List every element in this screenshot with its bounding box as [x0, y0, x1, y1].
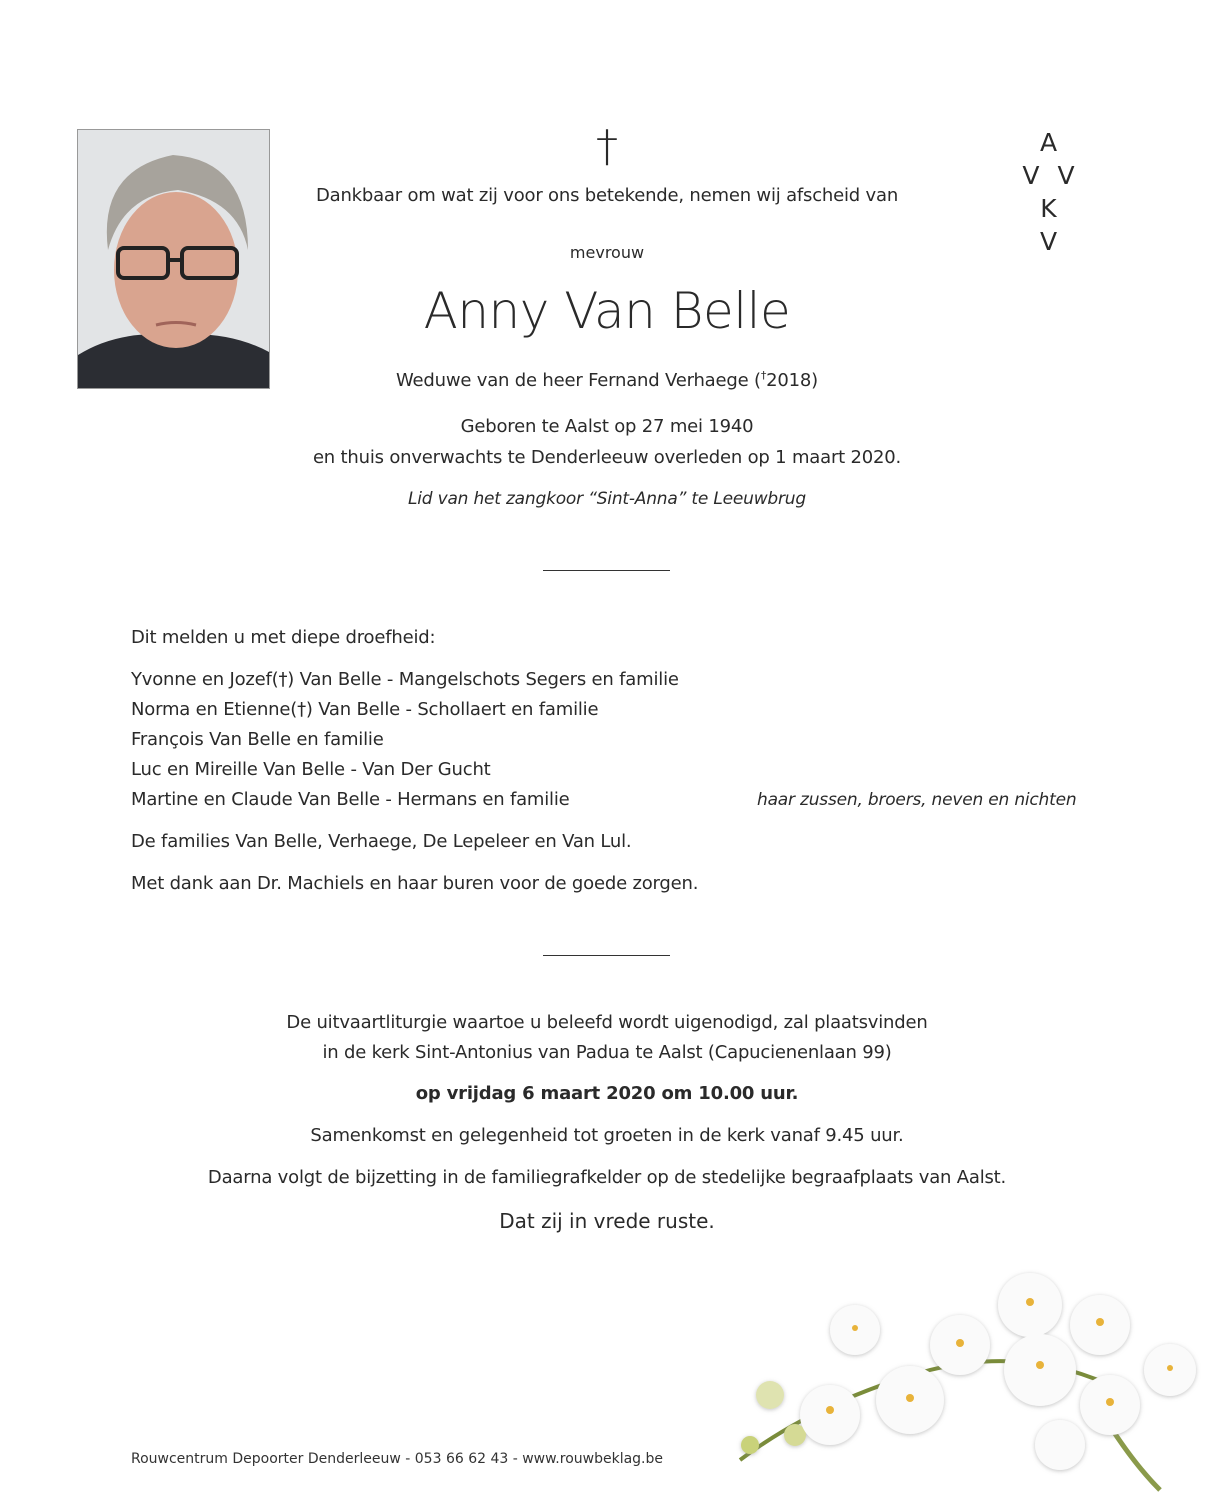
family-intro: Dit melden u met diepe droefheid:: [131, 627, 436, 648]
divider: [543, 955, 670, 956]
avvk-line: A: [1039, 128, 1063, 157]
funeral-date: op vrijdag 6 maart 2020 om 10.00 uur.: [415, 1083, 799, 1104]
thanks-line: Met dank aan Dr. Machiels en haar buren voor de goede zorgen.: [131, 873, 699, 894]
families-line: De families Van Belle, Verhaege, De Lepeleer en Van Lul.: [131, 831, 632, 852]
gathering-line: Samenkomst en gelegenheid tot groeten in de kerk vanaf 9.45 uur.: [310, 1125, 904, 1146]
orchid-decoration: [730, 1250, 1214, 1509]
family-member: Martine en Claude Van Belle - Hermans en familie: [131, 789, 570, 810]
burial-line: Daarna volgt de bijzetting in de familiegrafkelder op de stedelijke begraafplaats van Aalst.: [207, 1167, 1007, 1188]
opening-text: Dankbaar om wat zij voor ons betekende, nemen wij afscheid van: [315, 185, 899, 206]
avvk-line: V: [1039, 227, 1063, 256]
avvk-line: V V K: [1022, 161, 1080, 223]
member-line: Lid van het zangkoor “Sint-Anna” te Leeuwbrug: [408, 489, 806, 509]
avvk-monogram: [1010, 126, 1092, 258]
family-member: François Van Belle en familie: [131, 729, 384, 750]
widow-line: [0, 369, 1214, 391]
footer-credit: Rouwcentrum Depoorter Denderleeuw - 053 66 62 43 - www.rouwbeklag.be: [131, 1451, 663, 1467]
family-member: Norma en Etienne(†) Van Belle - Schollaert en familie: [131, 699, 599, 720]
cross-symbol: †: [596, 121, 618, 172]
widow-year: 2018): [766, 370, 818, 391]
relation-note: haar zussen, broers, neven en nichten: [757, 790, 1077, 810]
cross-superscript: †: [760, 369, 767, 382]
deceased-name: Anny Van Belle: [423, 282, 791, 340]
divider: [543, 570, 670, 571]
family-member: Luc en Mireille Van Belle - Van Der Gucht: [131, 759, 491, 780]
closing-line: Dat zij in vrede ruste.: [499, 1209, 715, 1233]
widow-text: Weduwe van de heer Fernand Verhaege (: [396, 370, 761, 391]
salutation: mevrouw: [569, 243, 645, 262]
family-member: Yvonne en Jozef(†) Van Belle - Mangelschots Segers en familie: [131, 669, 679, 690]
funeral-line-1: De uitvaartliturgie waartoe u beleefd wordt uigenodigd, zal plaatsvinden: [286, 1012, 928, 1033]
birth-line: Geboren te Aalst op 27 mei 1940: [460, 416, 754, 437]
death-line: en thuis onverwachts te Denderleeuw overleden op 1 maart 2020.: [312, 447, 902, 468]
funeral-line-2: in de kerk Sint-Antonius van Padua te Aalst (Capucienenlaan 99): [322, 1042, 892, 1063]
